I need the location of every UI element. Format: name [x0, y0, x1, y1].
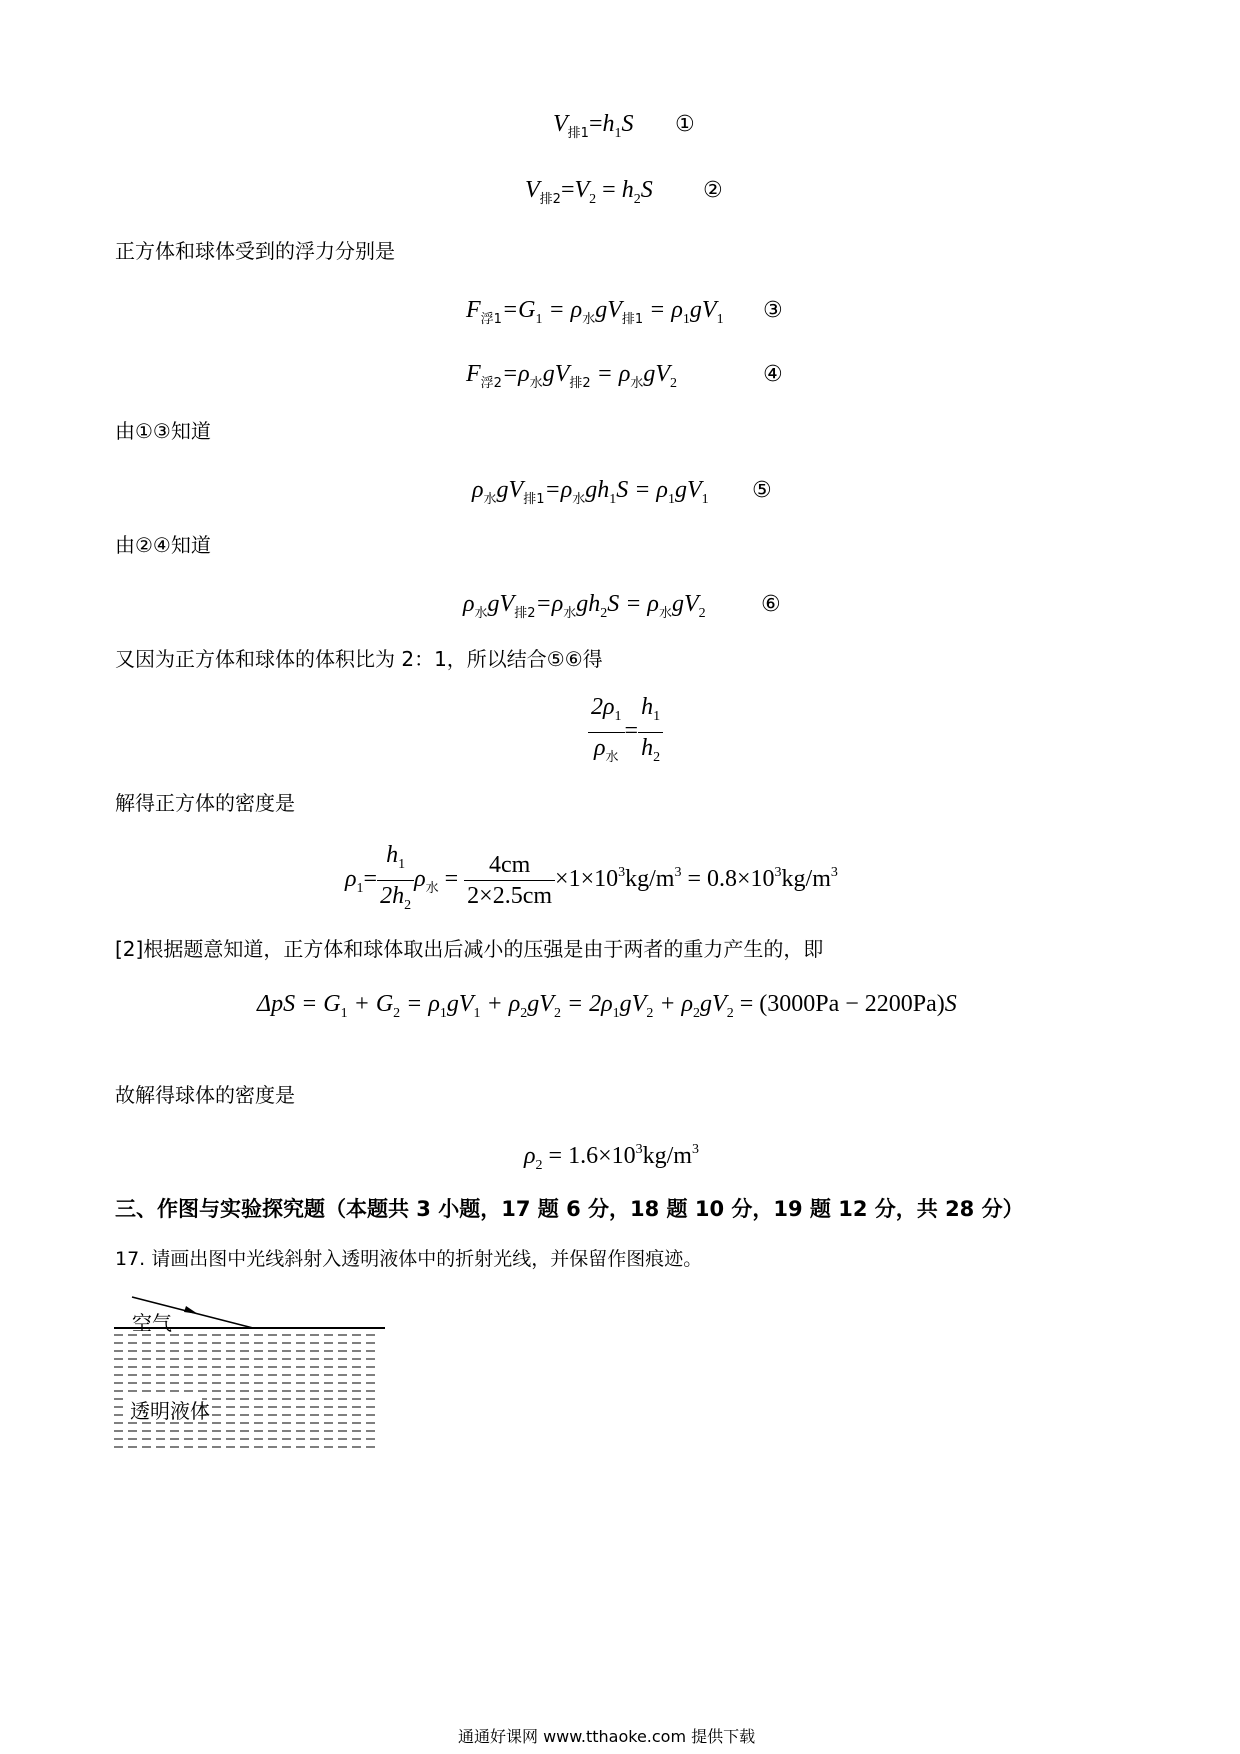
air-label: 空气: [132, 1311, 172, 1335]
ray-arrow-icon: [184, 1306, 198, 1314]
section-heading: 三、作图与实验探究题（本题共 3 小题，17 题 6 分，18 题 10 分，19 题 12 分，共 28 分）: [115, 1197, 1024, 1221]
equation-5: $\rho_水gV_{排1}=\rho_水gh_1S = \rho_1gV_1$: [472, 477, 709, 507]
ratio-right-fraction: $\frac{h_1}{h_2}$: [638, 692, 663, 773]
paragraph-solve-cube-density: 解得正方体的密度是: [115, 791, 295, 815]
paragraph-pressure-reason: [2]根据题意知道，正方体和球体取出后减小的压强是由于两者的重力产生的，即: [115, 937, 824, 961]
equation-sphere-density: $\rho_2 = 1.6\times 10^3kg/m^3$: [524, 1142, 699, 1173]
paragraph-buoyancy-intro: 正方体和球体受到的浮力分别是: [115, 239, 395, 263]
equation-6: $\rho_水gV_{排2}=\rho_水gh_2S = \rho_水gV_2$: [463, 591, 706, 621]
question-17: 17. 请画出图中光线斜射入透明液体中的折射光线，并保留作图痕迹。: [115, 1248, 703, 1270]
liquid-dashes: [114, 1335, 380, 1447]
equation-2: $V_{排2}=V_2 = h_2S$: [525, 177, 653, 207]
length-ratio-fraction: $\frac{4cm}{2\times 2.5cm}$: [464, 850, 555, 911]
equation-ratio: $\frac{2\rho_1}{\rho_水}$ = $\frac{h_1}{h_2}$: [588, 692, 663, 773]
equation-1: $V_{排1}=h_1S$: [553, 111, 634, 141]
equation-5-mark: ⑤: [752, 478, 772, 503]
ratio-left-fraction: $\frac{2\rho_1}{\rho_水}$: [588, 692, 625, 773]
equation-6-mark: ⑥: [761, 592, 781, 617]
paragraph-volume-ratio: 又因为正方体和球体的体积比为 2：1，所以结合⑤⑥得: [115, 647, 603, 671]
height-ratio-fraction: $\frac{h_1}{2h_2}$: [377, 840, 414, 921]
equation-4-mark: ④: [763, 362, 783, 387]
equation-pressure: $\Delta pS = G_1 + G_2 = \rho_1gV_1 + \rho_2gV_2 = 2\rho_1gV_2 + \rho_2gV_2 = (3000Pa - 2200Pa)S$: [257, 991, 957, 1021]
equation-cube-density: $\rho_1=$ $\frac{h_1}{2h_2}$ $\rho_水$ = $\frac{4cm}{2\times 2.5cm}$ $\times 1\times 10^3kg/m^3 = 0.8\times 10^3kg/m^3$: [345, 840, 838, 921]
equation-4: $F_{浮2}=\rho_水gV_{排2} = \rho_水gV_2$: [466, 361, 678, 391]
liquid-label: 透明液体: [130, 1399, 210, 1423]
equation-3: $F_{浮1}=G_1 = \rho_水gV_{排1} = \rho_1gV_1$: [466, 297, 724, 327]
equation-2-mark: ②: [703, 178, 723, 203]
equation-3-mark: ③: [763, 298, 783, 323]
footer-credit: 通通好课网 www.tthaoke.com 提供下载: [458, 1727, 756, 1746]
paragraph-from-2-4: 由②④知道: [115, 533, 211, 557]
paragraph-solve-sphere-density: 故解得球体的密度是: [115, 1083, 295, 1107]
equation-1-mark: ①: [675, 112, 695, 137]
paragraph-from-1-3: 由①③知道: [115, 419, 211, 443]
